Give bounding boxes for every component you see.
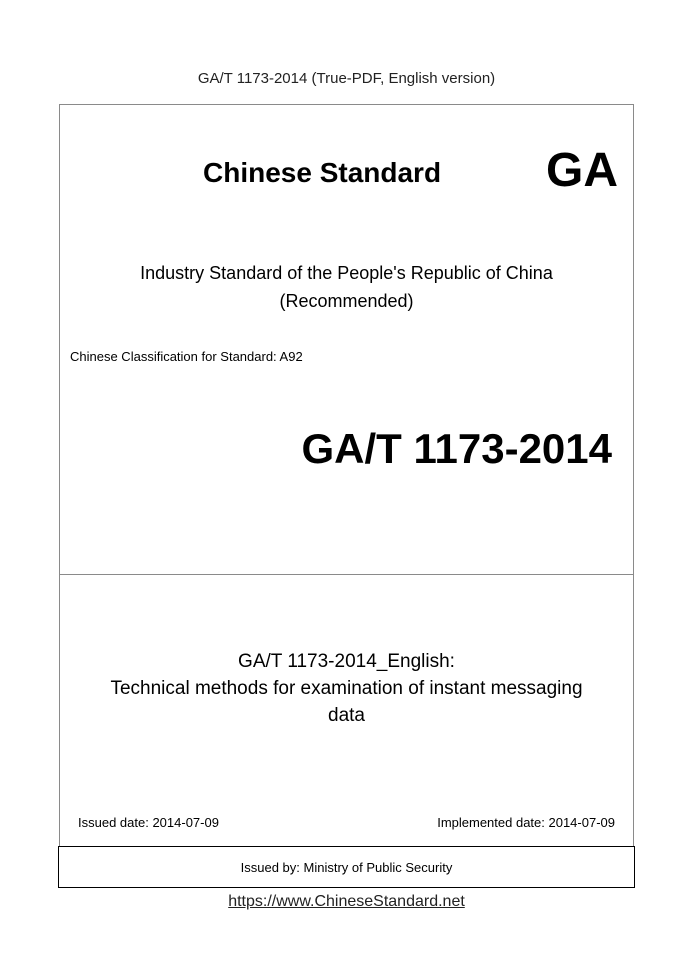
ga-mark: GA [546, 144, 618, 197]
document-title-line-3: data [328, 705, 365, 726]
standard-title: Chinese Standard [203, 157, 442, 188]
industry-standard-label [59, 259, 634, 315]
industry-line-2: (Recommended) [279, 291, 414, 311]
implemented-date: Implemented date: 2014-07-09 [437, 815, 615, 830]
document-title-line-2: Technical methods for examination of instant messaging [110, 678, 583, 699]
page-header: GA/T 1173-2014 (True-PDF, English version) [197, 70, 496, 87]
issued-by-label: Issued by: Ministry of Public Security [240, 859, 453, 875]
footer-url-link[interactable]: https://www.ChineseStandard.net [228, 893, 465, 910]
standard-number: GA/T 1173-2014 [301, 425, 612, 472]
issuer-box [58, 846, 635, 888]
industry-line-1: Industry Standard of the People's Republic of China [140, 263, 553, 283]
issued-date: Issued date: 2014-07-09 [78, 815, 219, 830]
document-title-line-1: GA/T 1173-2014_English: [238, 651, 455, 672]
document-title [59, 648, 634, 729]
classification-label: Chinese Classification for Standard: A92 [70, 349, 303, 364]
